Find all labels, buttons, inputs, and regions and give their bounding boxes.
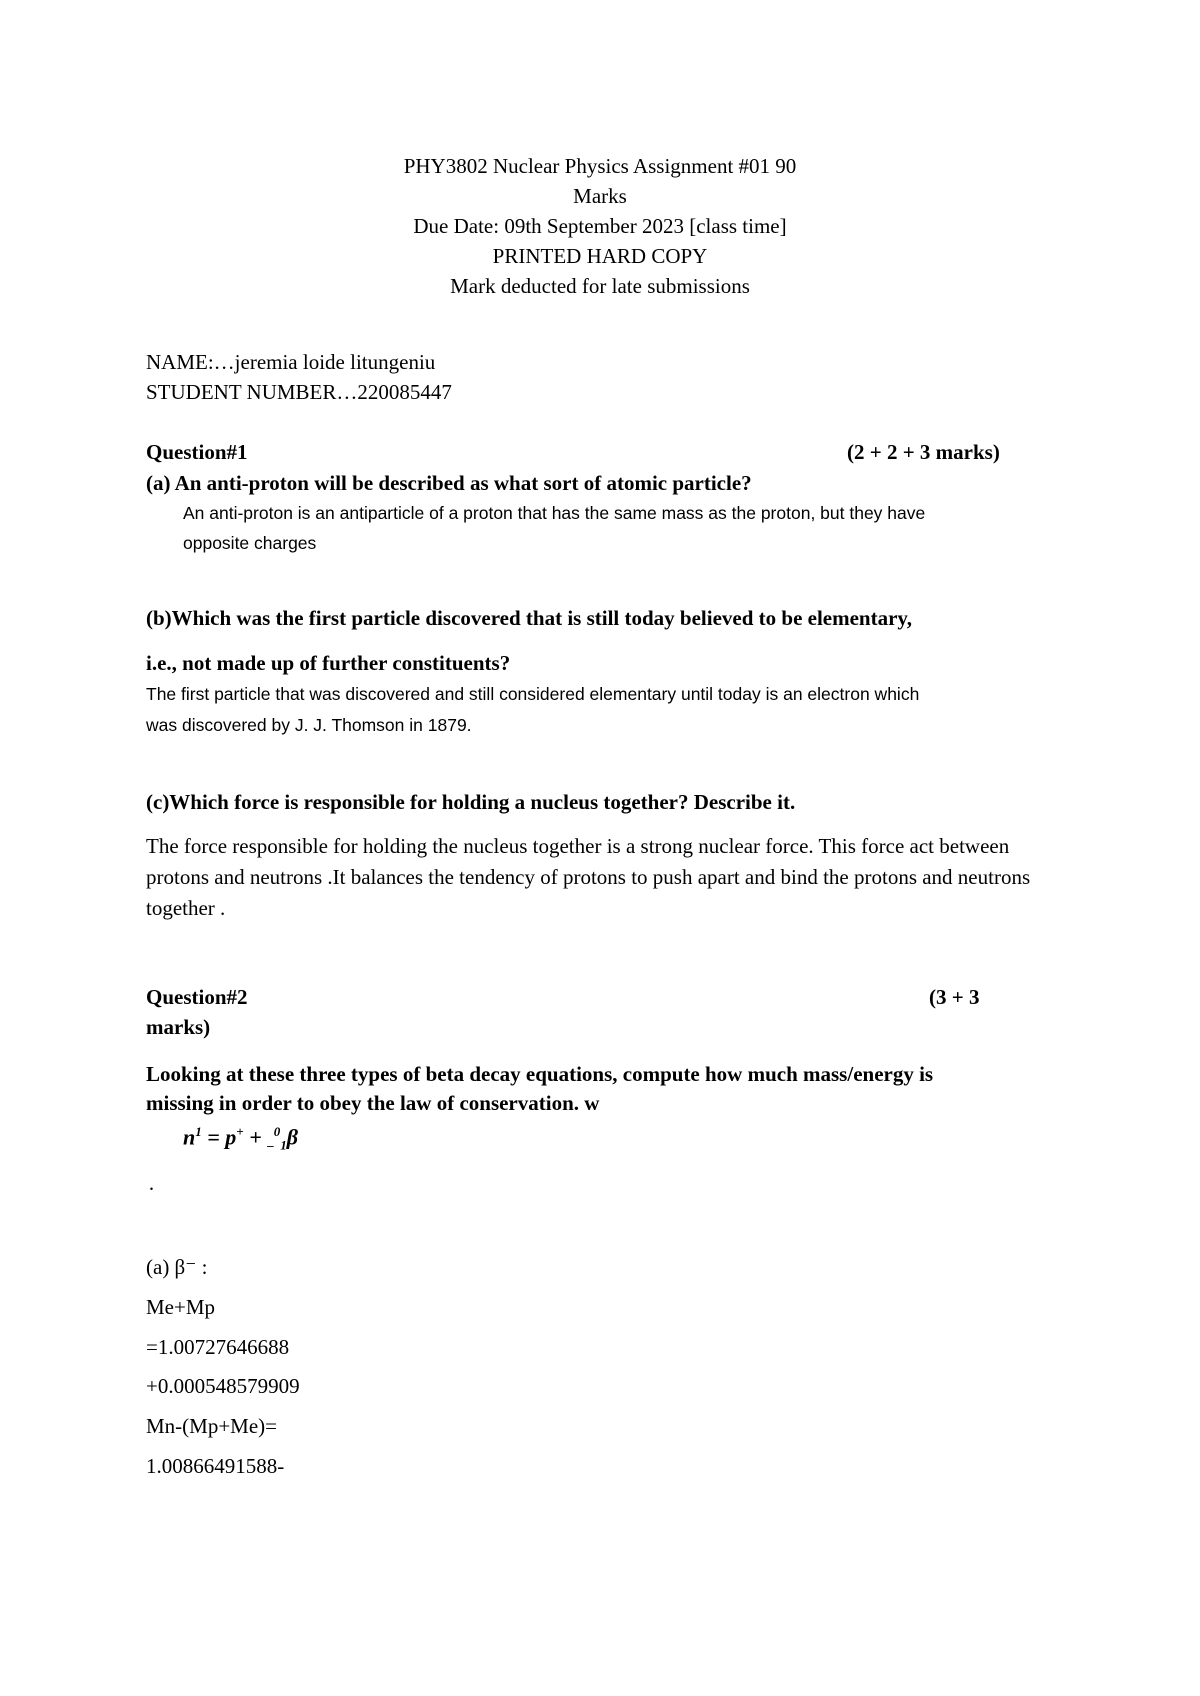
beta-charge-number: 1 [280, 1137, 287, 1153]
beta-mass-number: 0 [273, 1124, 281, 1139]
question-2-marks-part1: (3 + 3 [929, 985, 980, 1009]
assignment-marks: Marks [573, 184, 627, 208]
late-penalty-note: Mark deducted for late submissions [450, 274, 750, 298]
work-line: =1.00727646688 [146, 1335, 290, 1359]
answer-1b-line1: The first particle that was discovered and still considered elementary until today is an electron which [146, 684, 920, 704]
answer-1a-line2: opposite charges [183, 533, 317, 553]
answer-1b-line2: was discovered by J. J. Thomson in 1879. [146, 715, 472, 735]
assignment-title: PHY3802 Nuclear Physics Assignment #01 90 [403, 154, 797, 178]
student-name: NAME:…jeremia loide litungeniu [146, 350, 436, 374]
submission-format: PRINTED HARD COPY [492, 244, 708, 268]
neutron-mass-number: 1 [195, 1124, 202, 1139]
question-2-title: Question#2 [146, 985, 248, 1009]
work-line: +0.000548579909 [146, 1374, 300, 1398]
student-number: STUDENT NUMBER…220085447 [146, 380, 452, 404]
equals-sign: = [201, 1124, 226, 1150]
question-2-marks-part2: marks) [146, 1015, 211, 1039]
question-1a: (a) An anti-proton will be described as what sort of atomic particle? [146, 471, 752, 495]
proton-symbol: p [225, 1124, 237, 1150]
due-date: Due Date: 09th September 2023 [class time] [413, 214, 787, 238]
question-2-prompt-line1: Looking at these three types of beta decay equations, compute how much mass/energy is [146, 1062, 934, 1086]
answer-1c: The force responsible for holding the nucleus together is a strong nuclear force. This force act between protons and neutrons .It balances the tendency of protons to push apart and bind the protons and neutrons together . [146, 834, 1031, 920]
neutron-symbol: n [183, 1124, 196, 1150]
question-2-prompt-line2: missing in order to obey the law of conservation. w [146, 1091, 600, 1115]
work-line: 1.00866491588- [146, 1454, 285, 1478]
question-1b-line1: (b)Which was the first particle discovered that is still today believed to be elementary, [146, 606, 913, 630]
proton-charge: + [236, 1124, 244, 1139]
question-1c: (c)Which force is responsible for holding a nucleus together? Describe it. [146, 790, 796, 814]
beta-symbol: β [286, 1124, 299, 1150]
work-line: Me+Mp [146, 1295, 216, 1319]
question-1-marks: (2 + 2 + 3 marks) [847, 440, 1000, 464]
work-line: Mn-(Mp+Me)= [146, 1414, 278, 1438]
answer-1a-line1: An anti-proton is an antiparticle of a proton that has the same mass as the proton, but they have [183, 503, 926, 523]
beta-decay-equation [183, 1124, 298, 1154]
question-1b-line2: i.e., not made up of further constituents? [146, 651, 511, 675]
part-a-label: (a) β⁻ : [146, 1255, 208, 1279]
beta-charge-sign: – [267, 1137, 274, 1153]
plus-sign: + [243, 1124, 268, 1150]
stray-dot: · [148, 1177, 155, 1201]
question-1-title: Question#1 [146, 440, 248, 464]
